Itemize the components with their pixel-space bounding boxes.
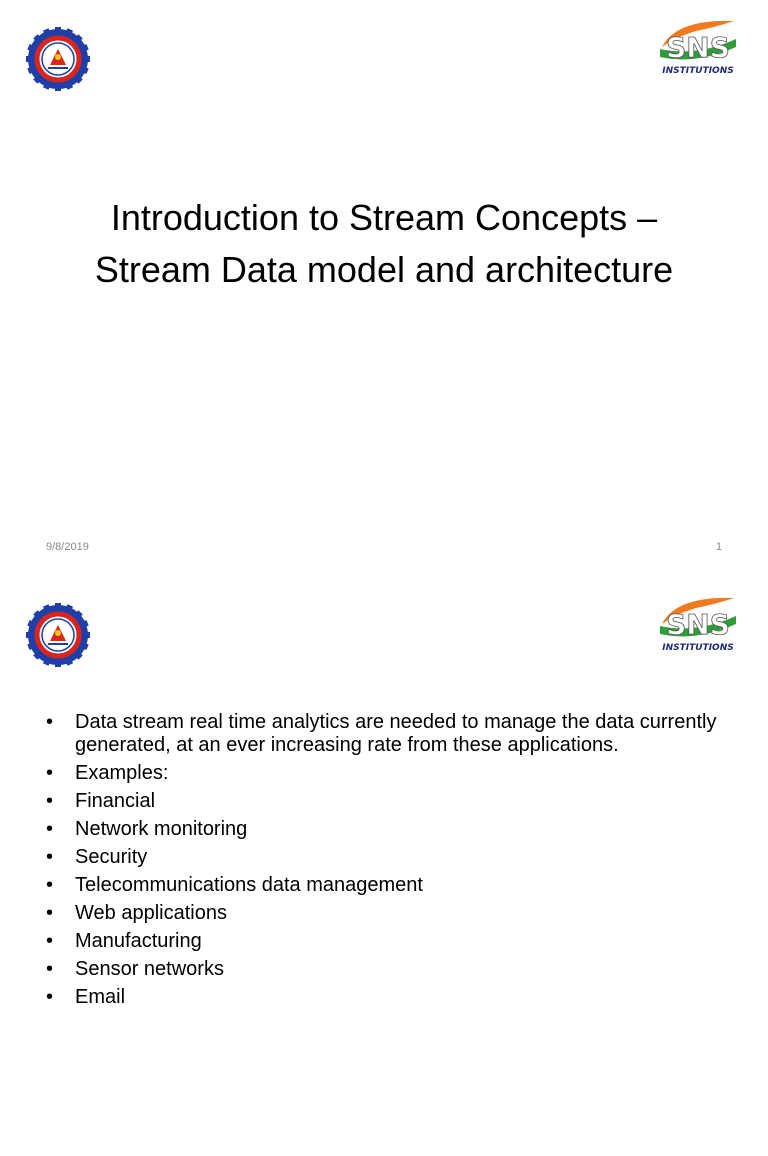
bullet-list bbox=[46, 711, 726, 1014]
sns-logo-text: SNS bbox=[666, 608, 730, 641]
bullet-icon: • bbox=[46, 930, 54, 952]
list-item bbox=[46, 762, 726, 785]
title-slide bbox=[0, 0, 768, 576]
bullet-text: Email bbox=[75, 986, 126, 1008]
college-seal-logo bbox=[26, 27, 90, 91]
footer-date: 9/8/2019 bbox=[46, 541, 89, 553]
college-seal-logo bbox=[26, 603, 90, 667]
bullet-text: Examples: bbox=[75, 762, 169, 784]
list-item bbox=[46, 986, 726, 1009]
sns-logo-text: SNS bbox=[666, 31, 730, 64]
content-slide bbox=[0, 580, 768, 1156]
list-item bbox=[46, 874, 726, 897]
bullet-icon: • bbox=[46, 711, 54, 733]
bullet-icon: • bbox=[46, 902, 54, 924]
sns-logo-subtext: INSTITUTIONS bbox=[662, 66, 734, 76]
list-item bbox=[46, 711, 726, 757]
sns-institutions-logo bbox=[656, 17, 740, 79]
sns-logo-subtext: INSTITUTIONS bbox=[662, 643, 734, 653]
bullet-icon: • bbox=[46, 958, 54, 980]
bullet-icon: • bbox=[46, 874, 54, 896]
bullet-text: Telecommunications data management bbox=[75, 874, 423, 896]
list-item bbox=[46, 930, 726, 953]
bullet-text: Web applications bbox=[75, 902, 227, 924]
bullet-text: Sensor networks bbox=[75, 958, 224, 980]
bullet-text: Manufacturing bbox=[75, 930, 202, 952]
bullet-icon: • bbox=[46, 986, 54, 1008]
list-item bbox=[46, 790, 726, 813]
bullet-text: Data stream real time analytics are needed to manage the data currently generated, at an ever increasing rate from these applications. bbox=[75, 711, 717, 756]
bullet-icon: • bbox=[46, 818, 54, 840]
list-item bbox=[46, 846, 726, 869]
slide-title bbox=[40, 192, 728, 296]
bullet-text: Financial bbox=[75, 790, 156, 812]
bullet-icon: • bbox=[46, 790, 54, 812]
page-number: 1 bbox=[715, 541, 722, 553]
bullet-icon: • bbox=[46, 846, 54, 868]
bullet-text: Network monitoring bbox=[75, 818, 248, 840]
list-item bbox=[46, 818, 726, 841]
slide-title-line-2: Stream Data model and architecture bbox=[94, 249, 674, 290]
slide-title-line-1: Introduction to Stream Concepts – bbox=[110, 197, 658, 238]
bullet-text: Security bbox=[75, 846, 148, 868]
bullet-icon: • bbox=[46, 762, 54, 784]
sns-institutions-logo bbox=[656, 594, 740, 656]
list-item bbox=[46, 902, 726, 925]
list-item bbox=[46, 958, 726, 981]
